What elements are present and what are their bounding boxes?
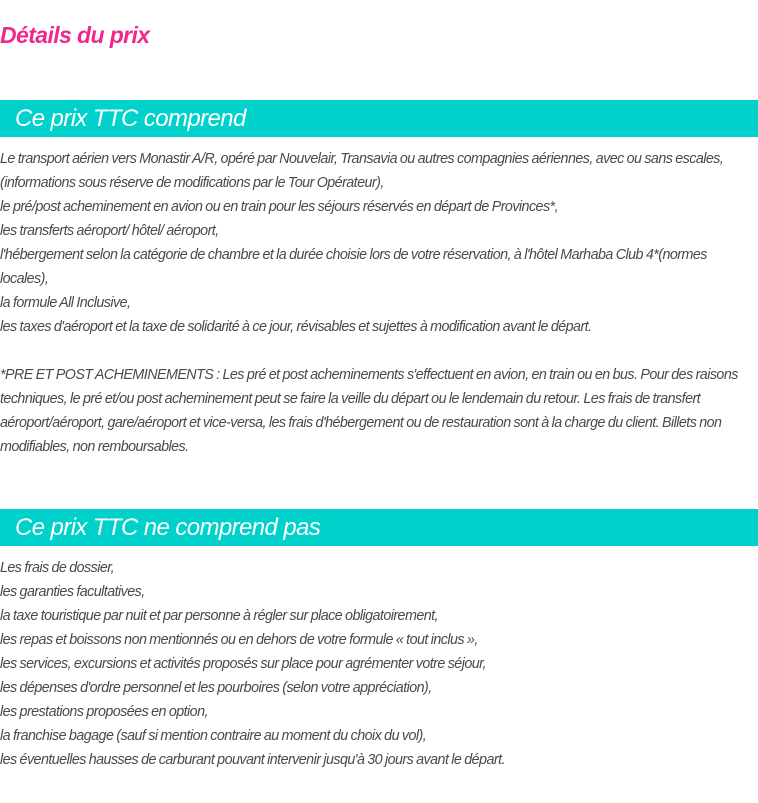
- excluded-item: la taxe touristique par nuit et par personne à régler sur place obligatoirement,: [0, 608, 438, 624]
- excluded-heading: Ce prix TTC ne comprend pas: [15, 514, 321, 541]
- excluded-item: la franchise bagage (sauf si mention contraire au moment du choix du vol),: [0, 728, 427, 744]
- included-item: les transferts aéroport/ hôtel/ aéroport,: [0, 223, 219, 239]
- excluded-item: les services, excursions et activités proposés sur place pour agrémenter votre séjour,: [0, 656, 486, 672]
- excluded-item: Les frais de dossier,: [0, 560, 115, 576]
- page-title: Détails du prix: [0, 22, 150, 48]
- transfer-note-text: *PRE ET POST ACHEMINEMENTS : Les pré et post acheminements s'effectuent en avion, en train ou en bus. Pour des raisons techniques, le pré et/ou post acheminement peut se faire la veille du départ ou le lendemain du retour. Les frais de transfert aéroport/aéroport, gare/aéroport et vice-versa, les frais d'hébergement ou de restauration sont à la charge du client. Billets non modifiables, non remboursables.: [0, 367, 738, 455]
- excluded-section-header: [0, 509, 758, 546]
- included-heading: Ce prix TTC comprend: [15, 105, 246, 132]
- included-item: le pré/post acheminement en avion ou en train pour les séjours réservés en départ de Provinces*,: [0, 199, 558, 215]
- transfer-note: [0, 363, 758, 459]
- excluded-item: les repas et boissons non mentionnés ou en dehors de votre formule « tout inclus »,: [0, 632, 478, 648]
- included-item: la formule All Inclusive,: [0, 295, 131, 311]
- included-list: [0, 147, 758, 339]
- included-item: l'hébergement selon la catégorie de chambre et la durée choisie lors de votre réservation, à l'hôtel Marhaba Club 4*(normes locales),: [0, 247, 707, 287]
- excluded-item: les éventuelles hausses de carburant pouvant intervenir jusqu'à 30 jours avant le départ.: [0, 752, 505, 768]
- excluded-item: les garanties facultatives,: [0, 584, 145, 600]
- excluded-item: les prestations proposées en option,: [0, 704, 208, 720]
- included-section-header: [0, 100, 758, 137]
- included-item: Le transport aérien vers Monastir A/R, opéré par Nouvelair, Transavia ou autres compagnies aériennes, avec ou sans escales, (informations sous réserve de modifications par le Tour Opérateur),: [0, 151, 724, 191]
- excluded-item: les dépenses d'ordre personnel et les pourboires (selon votre appréciation),: [0, 680, 432, 696]
- excluded-list: [0, 556, 758, 772]
- included-item: les taxes d'aéroport et la taxe de solidarité à ce jour, révisables et sujettes à modification avant le départ.: [0, 319, 592, 335]
